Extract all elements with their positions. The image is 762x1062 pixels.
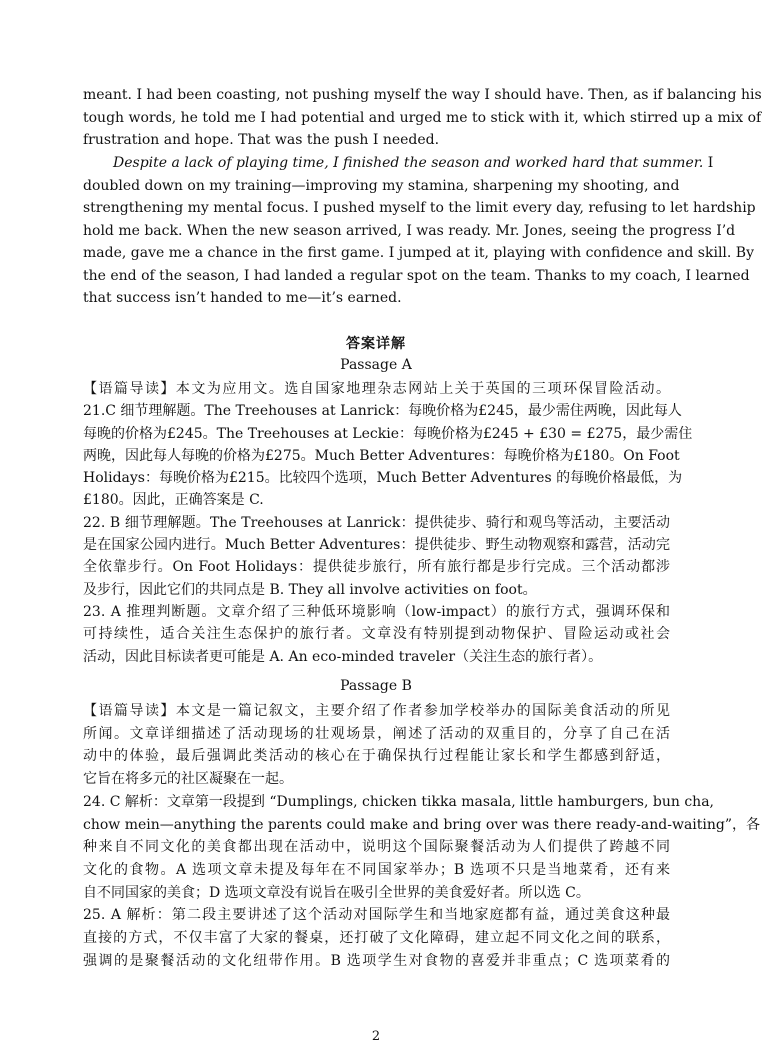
answer-line: 【语篇导读】本文为应用文。选自国家地理杂志网站上关于英国的三项环保冒险活动。 — [83, 381, 670, 397]
passage-b-heading: Passage B — [340, 678, 412, 694]
answer-line: 全依靠步行。On Foot Holidays：提供徒步旅行，所有旅行都是步行完成。三个活动都涉 — [83, 559, 670, 576]
text-line: doubled down on my training—improving my stamina, sharpening my shooting, and — [83, 177, 680, 194]
answer-line: 可持续性，适合关注生态保护的旅行者。文章没有特别提到动物保护、冒险运动或社会 — [83, 626, 670, 643]
answer-line: 24. C 解析：文章第一段提到 “Dumplings, chicken tikka masala, little hamburgers, bun cha, — [83, 793, 714, 810]
text-line: strengthening my mental focus. I pushed myself to the limit every day, refusing to let hardship — [83, 200, 756, 216]
text-line: that success isn’t handed to me—it’s earned. — [83, 290, 402, 306]
answer-line: 强调的是聚餐活动的文化纽带作用。B 选项学生对食物的喜爱并非重点；C 选项菜肴的 — [83, 952, 670, 969]
answer-line: 及步行，因此它们的共同点是 B. They all involve activities on foot。 — [83, 581, 537, 598]
text-line: the end of the season, I had landed a regular spot on the team. Thanks to my coach, I learned — [83, 267, 750, 284]
answer-line: 【语篇导读】本文是一篇记叙文，主要介绍了作者参加学校举办的国际美食活动的所见 — [83, 703, 670, 719]
text-fragment: I — [703, 155, 714, 171]
text-line: hold me back. When the new season arrived, I was ready. Mr. Jones, seeing the progress I’d — [83, 222, 736, 239]
text-line: made, gave me a chance in the first game. I jumped at it, playing with confidence and skill. By — [83, 245, 755, 261]
story-paragraph-2 — [83, 152, 756, 310]
answer-line: 种来自不同文化的美食都出现在活动中，说明这个国际聚餐活动为人们提供了跨越不同 — [83, 839, 670, 856]
text-line: meant. I had been coasting, not pushing myself the way I should have. Then, as if balancing his — [83, 87, 762, 103]
text-line: tough words, he told me I had potential and urged me to stick with it, which stirred up a mix of — [83, 109, 762, 126]
answer-line: 23. A 推理判断题。文章介绍了三种低环境影响（low-impact）的旅行方式，强调环保和 — [83, 603, 670, 620]
answer-line: Holidays：每晚价格为£215。比较四个选项，Much Better Adventures 的每晚价格最低，为 — [83, 470, 683, 487]
italic-sentence: Despite a lack of playing time, I finished the season and worked hard that summer. — [113, 155, 704, 171]
answer-line: 两晚，因此每人每晚的价格为£275。Much Better Adventures：每晚价格为£180。On Foot — [83, 447, 680, 464]
answer-line: 它旨在将多元的社区凝聚在一起。 — [83, 771, 293, 788]
answer-line: £180。因此，正确答案是 C. — [83, 492, 264, 509]
answer-line: 活动，因此目标读者更可能是 A. An eco-minded traveler（关注生态的旅行者）。 — [83, 648, 603, 665]
answer-line: 25. A 解析：第二段主要讲述了这个活动对国际学生和当地家庭都有益，通过美食这种最 — [83, 907, 670, 924]
answer-line: 自不同国家的美食；D 选项文章没有说旨在吸引全世界的美食爱好者。所以选 C。 — [83, 884, 590, 901]
answer-line: 文化的食物。A 选项文章未提及每年在不同国家举办；B 选项不只是当地菜肴，还有来 — [83, 861, 670, 878]
passage-b-answers — [83, 700, 761, 972]
story-paragraph-1 — [83, 84, 762, 152]
passage-a-heading: Passage A — [340, 357, 412, 373]
answer-line: 21.C 细节理解题。The Treehouses at Lanrick：每晚价格为£245，最少需住两晚，因此每人 — [83, 403, 682, 420]
answer-line: 每晚的价格为£245。The Treehouses at Leckie：每晚价格为£245 + £30 = £275，最少需住 — [83, 425, 693, 442]
text-line: frustration and hope. That was the push I needed. — [83, 132, 440, 148]
page-number: 2 — [371, 1029, 381, 1044]
answers-title: 答案详解 — [346, 336, 406, 352]
passage-a-answers — [83, 378, 693, 668]
text-line — [83, 152, 714, 175]
answer-line: 是在国家公园内进行。Much Better Adventures：提供徒步、野生动物观察和露营，活动完 — [83, 537, 670, 554]
answer-line: 动中的体验，最后强调此类活动的核心在于确保执行过程能让家长和学生都感到舒适， — [83, 748, 670, 765]
answer-line: 直接的方式，不仅丰富了大家的餐桌，还打破了文化障碍，建立起不同文化之间的联系， — [83, 930, 670, 947]
answer-line: chow mein—anything the parents could make and bring over was there ready-and-waiting”，各 — [83, 816, 761, 833]
answer-line: 所闻。文章详细描述了活动现场的壮观场景，阐述了活动的双重目的，分享了自己在活 — [83, 725, 670, 742]
answer-line: 22. B 细节理解题。The Treehouses at Lanrick：提供徒步、骑行和观鸟等活动，主要活动 — [83, 514, 670, 531]
